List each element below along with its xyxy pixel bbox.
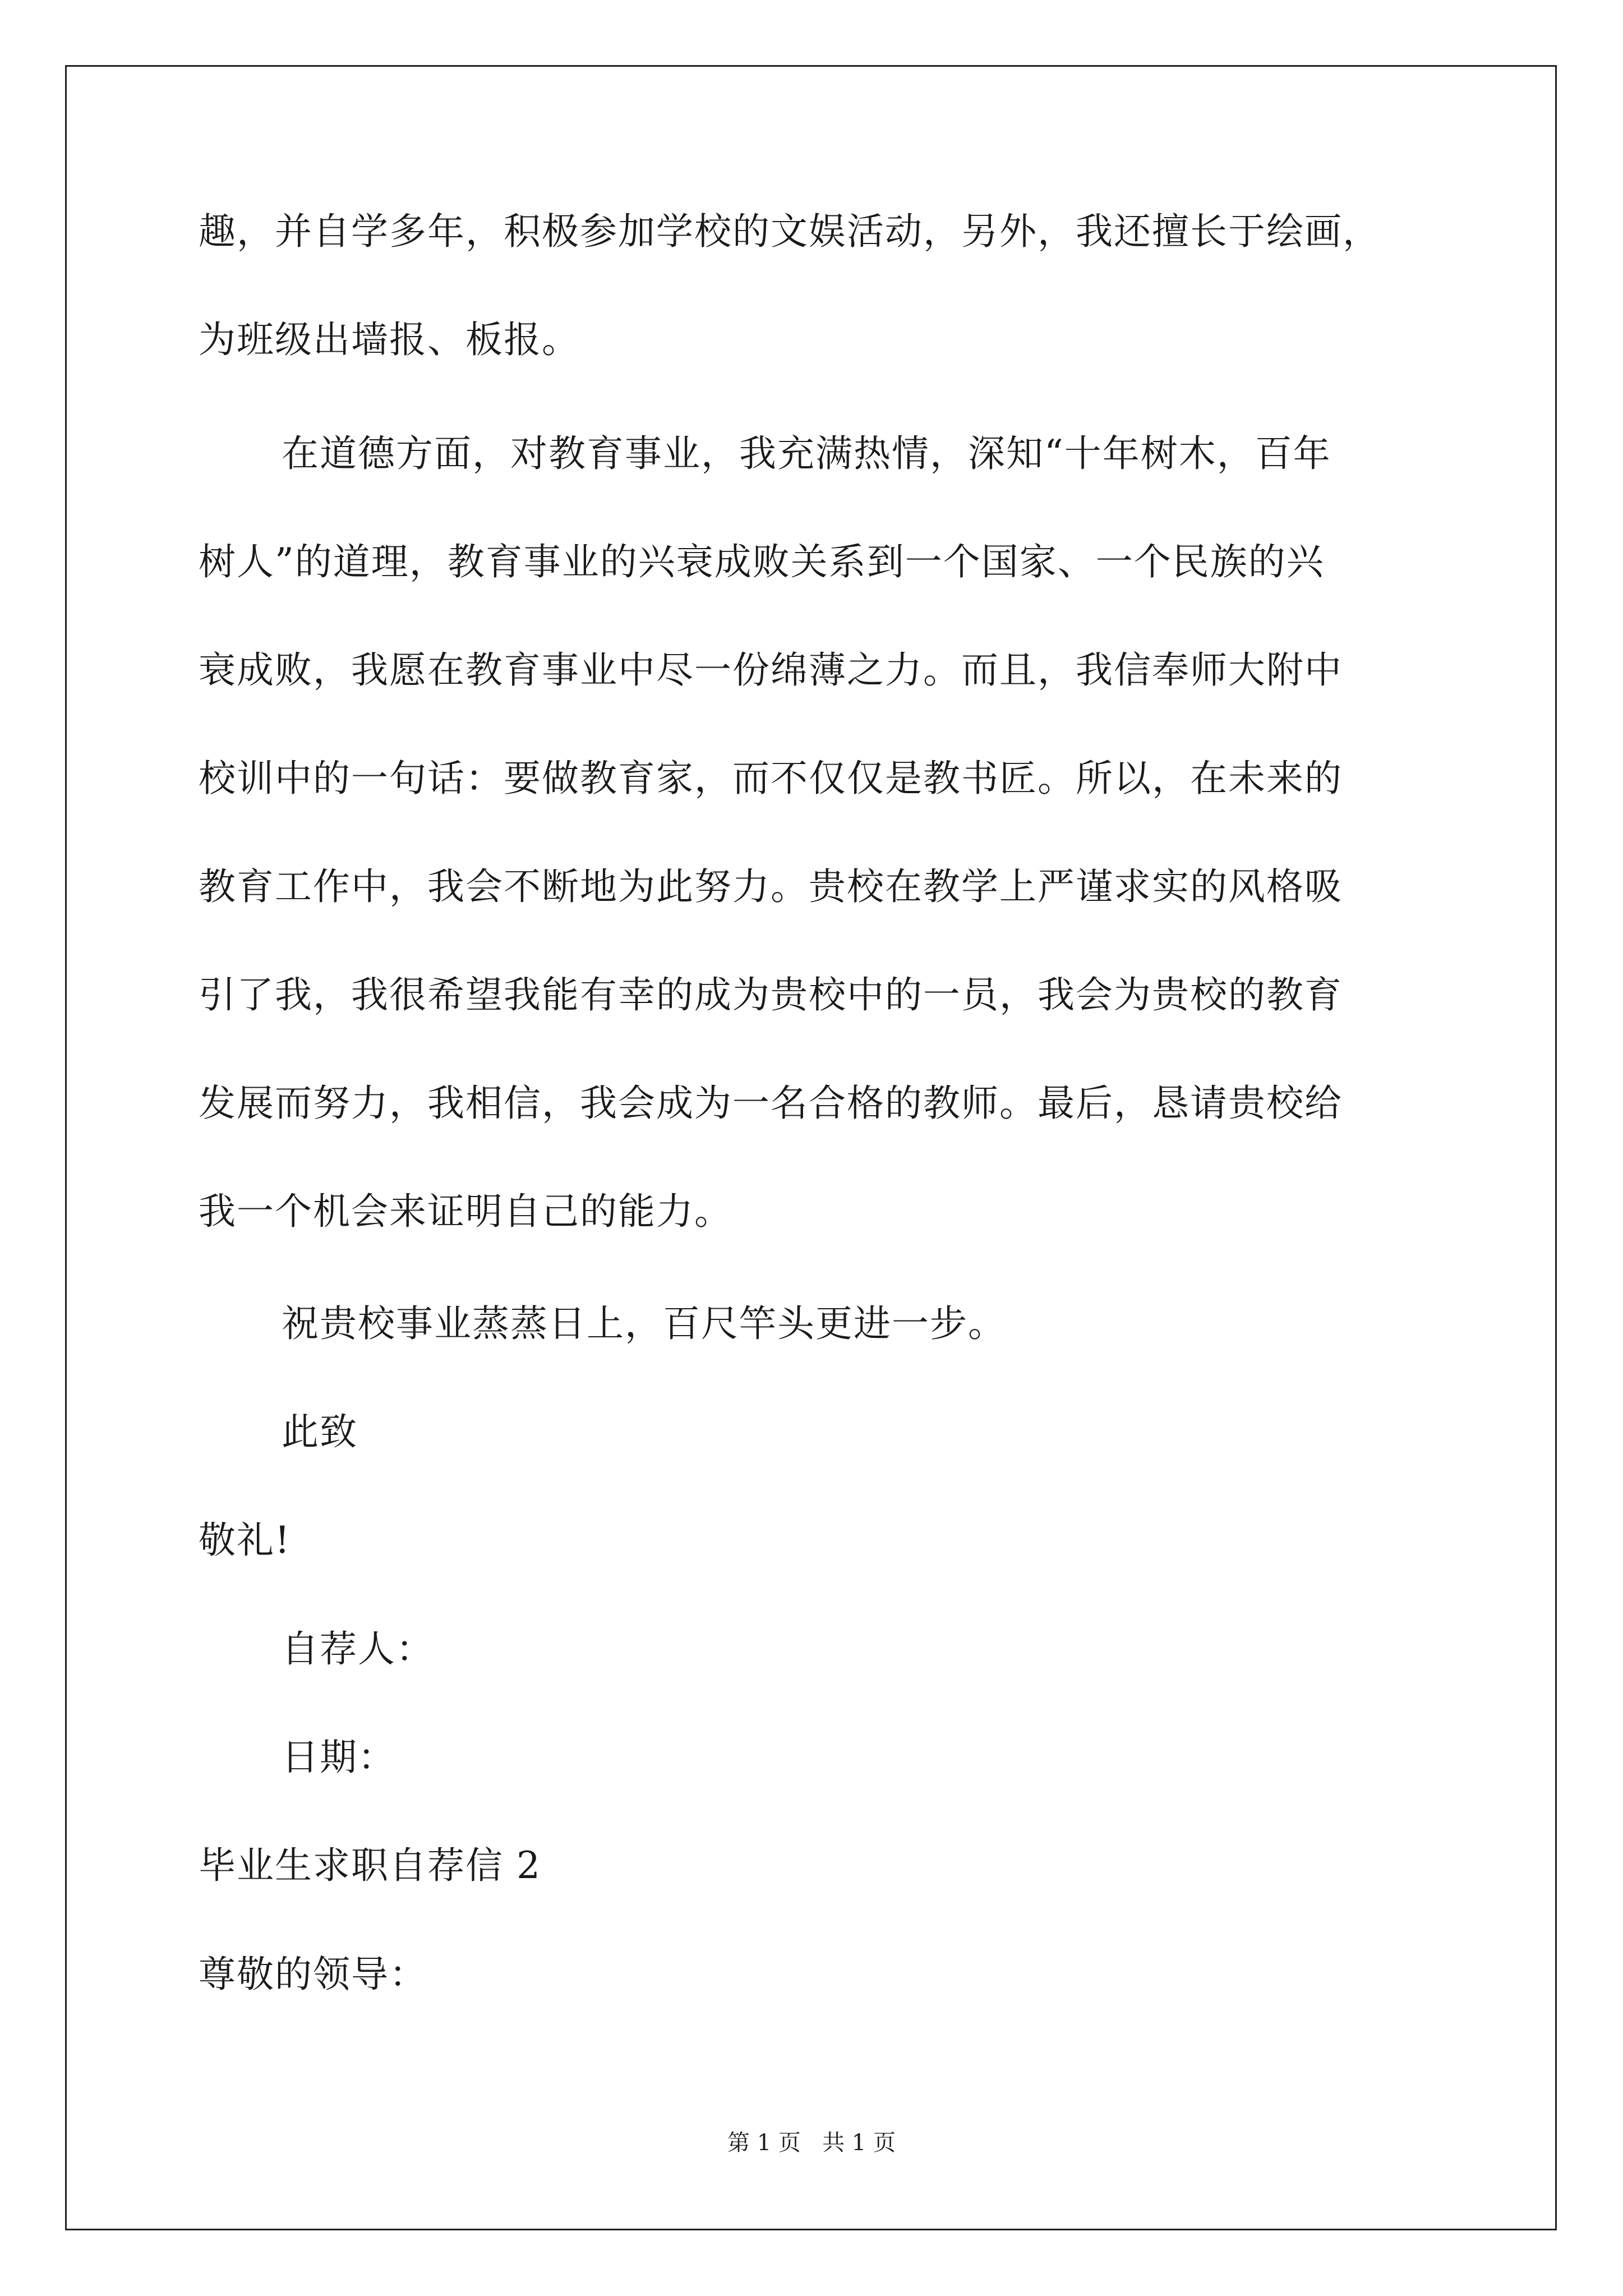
paragraph-line: 在道德方面，对教育事业，我充满热情，深知“十年树木，百年: [282, 432, 1331, 475]
paragraph-line: 衰成败，我愿在教育事业中尽一份绵薄之力。而且，我信奉师大附中: [199, 648, 1343, 692]
date-label: 日期：: [282, 1736, 396, 1779]
paragraph-line: 发展而努力，我相信，我会成为一名合格的教师。最后，恳请贵校给: [199, 1082, 1343, 1125]
page-border: [65, 65, 1557, 2230]
salutation-respect: 敬礼!: [199, 1519, 291, 1562]
paragraph-line: 趣，并自学多年，积极参加学校的文娱活动，另外，我还擅长于绘画，: [199, 210, 1381, 253]
signature-label: 自荐人：: [282, 1627, 434, 1671]
paragraph-line: 校训中的一句话：要做教育家，而不仅仅是教书匠。所以，在未来的: [199, 757, 1343, 800]
paragraph-line: 教育工作中，我会不断地为此努力。贵校在教学上严谨求实的风格吸: [199, 865, 1343, 908]
paragraph-line: 为班级出墙报、板报。: [199, 318, 580, 361]
paragraph-line: 树人”的道理，教育事业的兴衰成败关系到一个国家、一个民族的兴: [199, 540, 1325, 583]
paragraph-line: 引了我，我很希望我能有幸的成为贵校中的一员，我会为贵校的教育: [199, 973, 1343, 1016]
section-title: 毕业生求职自荐信 2: [199, 1844, 541, 1887]
greeting: 尊敬的领导：: [199, 1953, 427, 1996]
paragraph-line: 我一个机会来证明自己的能力。: [199, 1190, 732, 1233]
closing-wish: 祝贵校事业蒸蒸日上，百尺竿头更进一步。: [282, 1302, 1006, 1345]
page-footer: 第 1 页 共 1 页: [727, 2130, 896, 2156]
salutation-closing: 此致: [282, 1410, 358, 1453]
